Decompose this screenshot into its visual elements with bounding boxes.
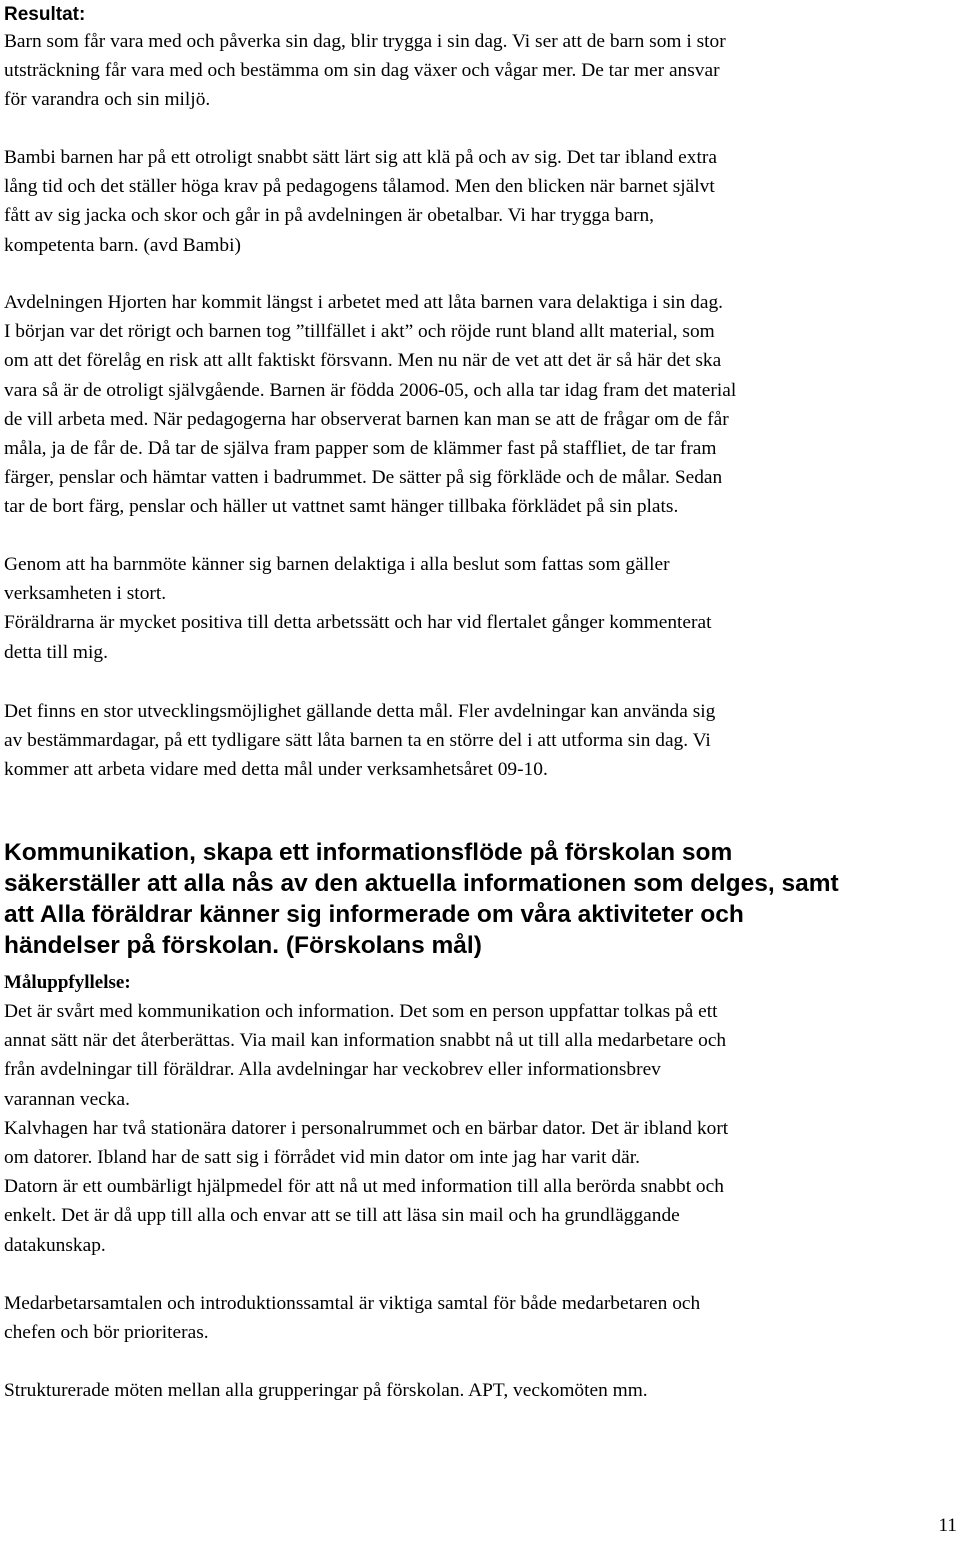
text-line: enkelt. Det är då upp till alla och envar att se till att läsa sin mail och ha grundläggande (4, 1205, 680, 1227)
text-line: färger, penslar och hämtar vatten i badrummet. De sätter på sig förkläde och de målar. Sedan (4, 467, 723, 489)
text-line: kompetenta barn. (avd Bambi) (4, 234, 241, 256)
paragraph-development (4, 697, 958, 785)
text-line: varannan vecka. (4, 1088, 130, 1110)
text-line: utsträckning får vara med och bestämma om sin dag växer och vågar mer. De tar mer ansvar (4, 60, 720, 82)
text-line: chefen och bör prioriteras. (4, 1322, 209, 1344)
heading-line: händelser på förskolan. (Förskolans mål) (4, 932, 482, 959)
paragraph-result-intro (4, 27, 958, 115)
paragraph-meetings (4, 1376, 958, 1405)
text-line: vara så är de otroligt självgående. Barnen är födda 2006-05, och alla tar idag fram det material (4, 379, 737, 401)
text-line: från avdelningar till föräldrar. Alla avdelningar har veckobrev eller informationsbrev (4, 1059, 661, 1081)
text-line: fått av sig jacka och skor och går in på avdelningen är obetalbar. Vi har trygga barn, (4, 205, 654, 227)
paragraph-staff-talks (4, 1289, 958, 1347)
text-line: Det är svårt med kommunikation och information. Det som en person uppfattar tolkas på ett (4, 1001, 718, 1022)
paragraph-communication (4, 997, 958, 1260)
text-line: kommer att arbeta vidare med detta mål under verksamhetsåret 09-10. (4, 759, 548, 781)
text-line: Kalvhagen har två stationära datorer i personalrummet och en bärbar dator. Det är ibland kort (4, 1117, 729, 1139)
text-line: Medarbetarsamtalen och introduktionssamtal är viktiga samtal för både medarbetaren och (4, 1293, 701, 1314)
heading-line: att Alla föräldrar känner sig informerade om våra aktiviteter och (4, 901, 744, 928)
text-line: Datorn är ett oumbärligt hjälpmedel för att nå ut med information till alla berörda snabbt och (4, 1176, 724, 1198)
text-line: verksamheten i stort. (4, 583, 167, 605)
text-line: måla, ja de får de. Då tar de själva fram papper som de klämmer fast på staffliet, de tar fram (4, 438, 717, 460)
text-line: av bestämmardagar, på ett tydligare sätt låta barnen ta en större del i att utforma sin dag. Vi (4, 730, 711, 752)
text-line: I början var det rörigt och barnen tog ”tillfället i akt” och röjde runt bland allt material, som (4, 321, 715, 343)
text-line: Bambi barnen har på ett otroligt snabbt sätt lärt sig att klä på och av sig. Det tar ibland extra (4, 147, 717, 168)
text-line: Strukturerade möten mellan alla grupperingar på förskolan. APT, veckomöten mm. (4, 1380, 648, 1401)
text-line: lång tid och det ställer höga krav på pedagogens tålamod. Men den blicken när barnet självt (4, 176, 715, 198)
paragraph-hjorten (4, 288, 958, 522)
paragraph-barnmote (4, 550, 958, 667)
text-line: tar de bort färg, penslar och häller ut vattnet samt hänger tillbaka förklädet på sin plats. (4, 496, 679, 518)
text-line: detta till mig. (4, 641, 108, 663)
text-line: om datorer. Ibland har de satt sig i förrådet vid min dator om inte jag har varit där. (4, 1147, 640, 1169)
text-line: Barn som får vara med och påverka sin dag, blir trygga i sin dag. Vi ser att de barn som i stor (4, 31, 726, 52)
text-line: för varandra och sin miljö. (4, 89, 211, 111)
goal-label: Måluppfyllelse: (4, 972, 131, 993)
text-line: de vill arbeta med. När pedagogerna har observerat barnen kan man se att de frågar om de får (4, 408, 729, 430)
result-label: Resultat: (4, 4, 86, 25)
section-heading (4, 837, 958, 961)
text-line: om att det förelåg en risk att allt faktiskt försvann. Men nu när de vet att det är så här det ska (4, 350, 722, 372)
heading-line: säkerställer att alla nås av den aktuella informationen som delges, samt (4, 870, 839, 897)
text-line: Föräldrarna är mycket positiva till detta arbetssätt och har vid flertalet gånger kommenterat (4, 612, 712, 634)
heading-line: Kommunikation, skapa ett informationsflöde på förskolan som (4, 839, 733, 866)
text-line: Det finns en stor utvecklingsmöjlighet gällande detta mål. Fler avdelningar kan använda sig (4, 701, 716, 722)
text-line: Avdelningen Hjorten har kommit längst i arbetet med att låta barnen vara delaktiga i sin dag. (4, 292, 724, 313)
text-line: datakunskap. (4, 1234, 106, 1256)
text-line: annat sätt när det återberättas. Via mail kan information snabbt nå ut till alla medarbetare och (4, 1030, 727, 1052)
text-line: Genom att ha barnmöte känner sig barnen delaktiga i alla beslut som fattas som gäller (4, 554, 670, 575)
page-number: 11 (938, 1515, 957, 1536)
paragraph-bambi (4, 143, 958, 260)
